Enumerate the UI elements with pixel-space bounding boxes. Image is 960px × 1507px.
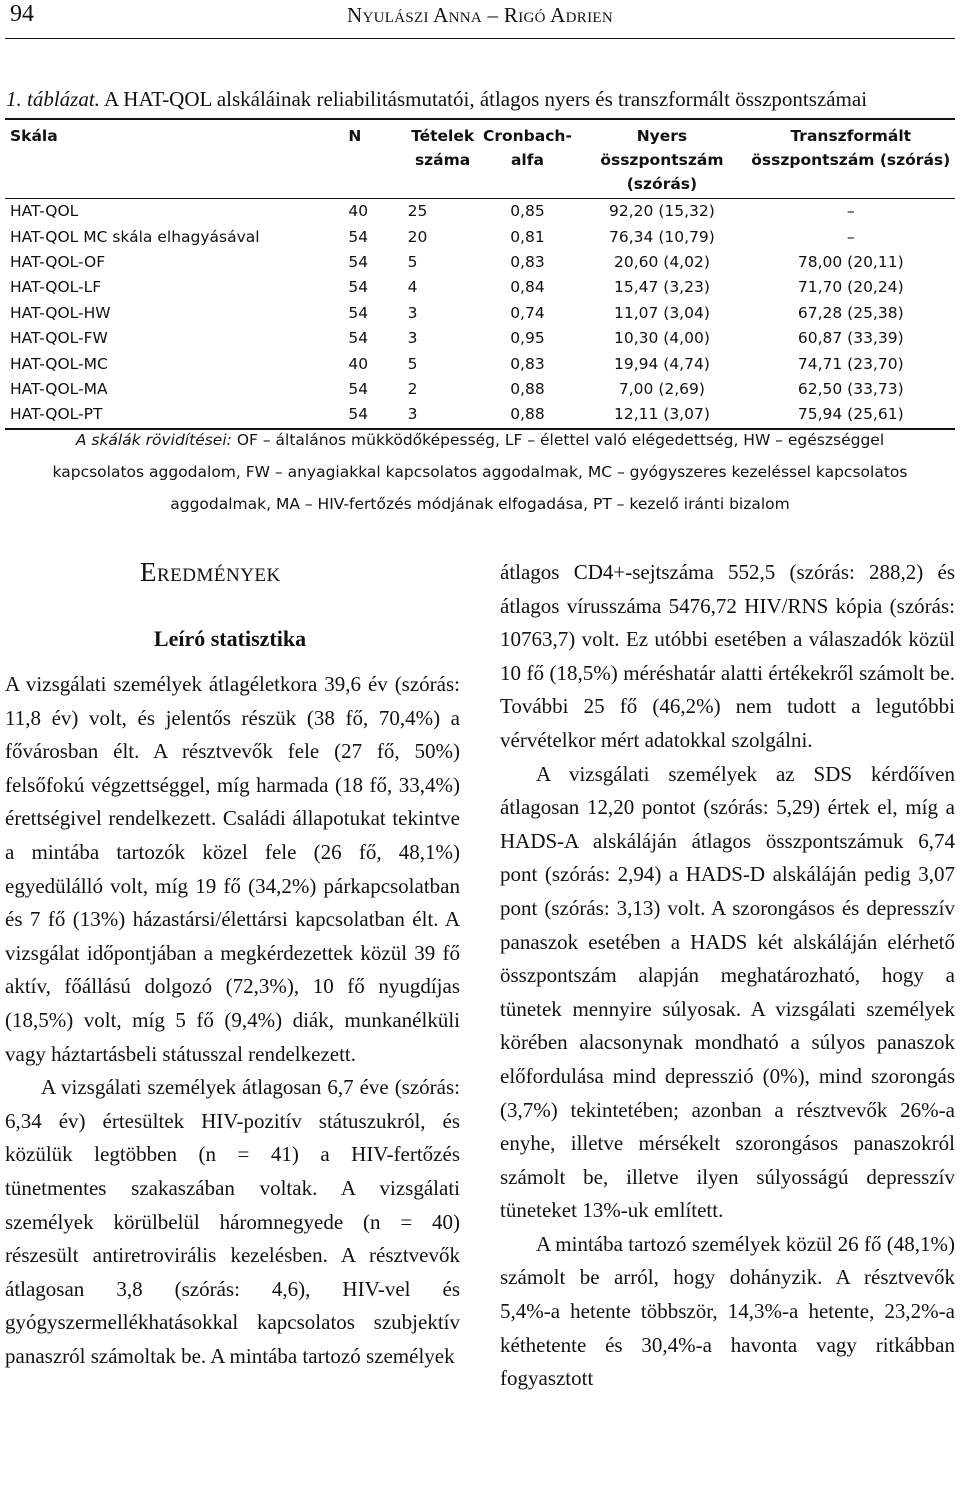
cell-raw-score: 92,20 (15,32): [609, 202, 715, 221]
cell-items: 4: [407, 278, 418, 297]
page-number: 94: [10, 1, 34, 27]
cell-raw-score: 11,07 (3,04): [613, 303, 710, 322]
header-rule: [5, 38, 955, 39]
cell-cronbach: 0,74: [510, 303, 545, 322]
table-row: [5, 351, 955, 376]
cell-items: 5: [407, 354, 418, 373]
cell-transformed-score: 78,00 (20,11): [797, 252, 904, 271]
cell-cronbach: 0,83: [510, 354, 545, 373]
col-header-n: N: [348, 119, 407, 199]
cell-scale: HAT-QOL: [10, 202, 79, 221]
subsection-heading: Leíró statisztika: [153, 626, 307, 651]
cell-n: 54: [348, 252, 369, 271]
cell-n: 54: [348, 402, 407, 428]
cell-cronbach: 0,85: [510, 202, 545, 221]
table-row: [5, 224, 955, 249]
paragraph: A vizsgálati személyek átlagosan 6,7 éve (szórás: 6,34 év) értesültek HIV-pozitív státuszukról, és közülük legtöbben (n = 41) a HIV-fertőzés tünetmentes szakaszában voltak. A vizsgálati személyek körülbelül háromnegyede (n = 40) részesült antiretrovirális kezelésben. A résztvevők átlagosan 3,8 (szórás: 4,6), HIV-vel és gyógyszermellékhatásokkal kapcsolatos szubjektív panaszról számoltak be. A mintába tartozó személyek: [5, 1075, 460, 1368]
cell-cronbach: 0,88: [510, 379, 545, 398]
cell-items: 3: [408, 402, 478, 428]
cell-raw-score: 10,30 (4,00): [613, 329, 710, 348]
cell-cronbach: 0,81: [510, 227, 545, 246]
cell-items: 20: [407, 227, 428, 246]
cell-cronbach: 0,84: [510, 278, 545, 297]
running-head: Nyulászi Anna – Rigó Adrien: [347, 3, 613, 27]
cell-scale: HAT-QOL MC skála elhagyásával: [10, 227, 260, 246]
col-header-transformed-score: Transzformált összpontszám (szórás): [747, 119, 956, 199]
cell-raw-score: 15,47 (3,23): [613, 278, 710, 297]
cell-scale: HAT-QOL-LF: [10, 278, 102, 297]
cell-transformed-score: 67,28 (25,38): [797, 303, 904, 322]
table-caption: [6, 86, 956, 112]
table-header-row: [5, 119, 955, 199]
cell-scale: HAT-QOL-MC: [10, 354, 108, 373]
cell-n: 40: [348, 202, 369, 221]
table-row: [5, 250, 955, 275]
cell-n: 54: [348, 278, 369, 297]
section-heading: Eredmények: [140, 557, 281, 587]
cell-items: 2: [407, 379, 418, 398]
cell-n: 54: [348, 227, 369, 246]
cell-items: 3: [407, 303, 418, 322]
footnote-line: [0, 424, 960, 456]
cell-cronbach: 0,83: [510, 252, 545, 271]
cell-n: 40: [348, 354, 369, 373]
left-column: [5, 668, 460, 1373]
col-header-cronbach: Cronbach-alfa: [478, 119, 578, 199]
cell-scale: HAT-QOL-HW: [10, 303, 111, 322]
cell-transformed-score: –: [846, 202, 855, 221]
col-header-items: Tételek száma: [408, 119, 478, 199]
col-header-raw-score: Nyers összpontszám (szórás): [577, 119, 746, 199]
cell-scale: HAT-QOL-OF: [10, 252, 106, 271]
footnote-lead: A skálák rövidítései:: [75, 431, 232, 449]
cell-scale: HAT-QOL-PT: [5, 402, 348, 428]
cell-raw-score: 12,11 (3,07): [577, 402, 746, 428]
cell-raw-score: 20,60 (4,02): [613, 252, 710, 271]
cell-transformed-score: 62,50 (33,73): [797, 379, 904, 398]
paragraph: A vizsgálati személyek az SDS kérdőíven átlagosan 12,20 pontot (szórás: 5,29) értek el, míg a HADS-A alskáláján átlagos összpontszámuk 6,74 pont (szórás: 2,94) a HADS-D alskáláján pedig 3,07 pont (szórás: 3,13) volt. A szorongásos és depresszív panaszok esetében a HADS két alskáláján elérhető összpontszám alapján meghatározható, hogy a tünetek mennyire súlyosak. A vizsgálati személyek körében alacsonynak mondható a súlyos panaszok előfordulása mind depresszió (0%), mind szorongás (3,7%) tekintetében; azonban a résztvevők 26%-a enyhe, illetve mérsékelt szorongásos panaszokról számolt be, illetve ilyen súlyosságú depresszív tüneteket 13%-uk említett.: [500, 761, 955, 1223]
paragraph: átlagos CD4+-sejtszáma 552,5 (szórás: 288,2) és átlagos vírusszáma 5476,72 HIV/RNS kópia (szórás: 10763,7) volt. Ez utóbbi esetében a válaszadók közül 10 fő (18,5%) méréshatár alatti értékekről számolt be. További 25 fő (46,2%) nem tudott a legutóbbi vérvételkor mért adatokkal szolgálni.: [500, 560, 955, 752]
cell-raw-score: 76,34 (10,79): [609, 227, 715, 246]
right-column: [500, 556, 955, 1396]
table-body: [5, 199, 955, 429]
cell-cronbach: 0,95: [510, 329, 545, 348]
cell-n: 54: [348, 329, 369, 348]
paragraph: A mintába tartozó személyek közül 26 fő (48,1%) számolt be arról, hogy dohányzik. A résztvevők 5,4%-a hetente többször, 14,3%-a hetente, 23,2%-a kéthetente és 30,4%-a havonta vagy ritkábban fogyasztott: [500, 1231, 955, 1391]
cell-items: 25: [407, 202, 428, 221]
table-row: [5, 326, 955, 351]
table-caption-label: 1. táblázat.: [6, 87, 100, 111]
cell-transformed-score: 74,71 (23,70): [797, 354, 904, 373]
cell-n: 54: [348, 379, 369, 398]
paragraph: A vizsgálati személyek átlagéletkora 39,6 év (szórás: 11,8 év) volt, és jelentős részük (38 fő, 70,4%) a fővárosban élt. A résztvevők fele (27 fő, 50%) felsőfokú végzettséggel, míg harmada (18 fő, 33,4%) érettségivel rendelkezett. Családi állapotukat tekintve a mintába tartozók közel fele (26 fő, 48,1%) egyedülálló volt, míg 19 fő (34,2%) párkapcsolatban és 7 fő (13%) házastársi/élettársi kapcsolatban élt. A vizsgálat időpontjában a megkérdezettek közül 39 fő aktív, főállású dolgozó (72,3%), 10 fő nyugdíjas (18,5%) volt, míg 5 fő (9,4%) diák, munkanélküli vagy háztartásbeli státusszal rendelkezett.: [5, 672, 460, 1066]
col-header-scale: Skála: [5, 119, 348, 199]
table-caption-text: A HAT-QOL alskáláinak reliabilitásmutatói, átlagos nyers és transzformált összpontszámai: [104, 87, 868, 111]
cell-scale: HAT-QOL-FW: [10, 329, 108, 348]
cell-transformed-score: 60,87 (33,39): [797, 329, 904, 348]
cell-raw-score: 7,00 (2,69): [618, 379, 705, 398]
cell-cronbach: 0,88: [478, 402, 578, 428]
table-row: [5, 377, 955, 402]
cell-raw-score: 19,94 (4,74): [613, 354, 710, 373]
cell-items: 5: [407, 252, 418, 271]
table-row: [5, 301, 955, 326]
footnote-line: aggodalmak, MA – HIV-fertőzés módjának elfogadása, PT – kezelő iránti bizalom: [170, 495, 790, 513]
cell-scale: HAT-QOL-MA: [10, 379, 108, 398]
cell-transformed-score: 75,94 (25,61): [747, 402, 956, 428]
table-row: [5, 275, 955, 300]
footnote-text: OF – általános mükködőképesség, LF – élettel való elégedettség, HW – egészséggel: [236, 431, 885, 449]
footnote-line: kapcsolatos aggodalom, FW – anyagiakkal kapcsolatos aggodalmak, MC – gyógyszeres kezeléssel kapcsolatos: [52, 463, 908, 481]
cell-transformed-score: –: [846, 227, 855, 246]
cell-transformed-score: 71,70 (20,24): [797, 278, 904, 297]
table-footnote: [0, 424, 960, 520]
reliability-table: [5, 118, 955, 430]
table-row: [5, 199, 955, 225]
page-header: [0, 0, 960, 30]
cell-items: 3: [407, 329, 418, 348]
cell-n: 54: [348, 303, 369, 322]
